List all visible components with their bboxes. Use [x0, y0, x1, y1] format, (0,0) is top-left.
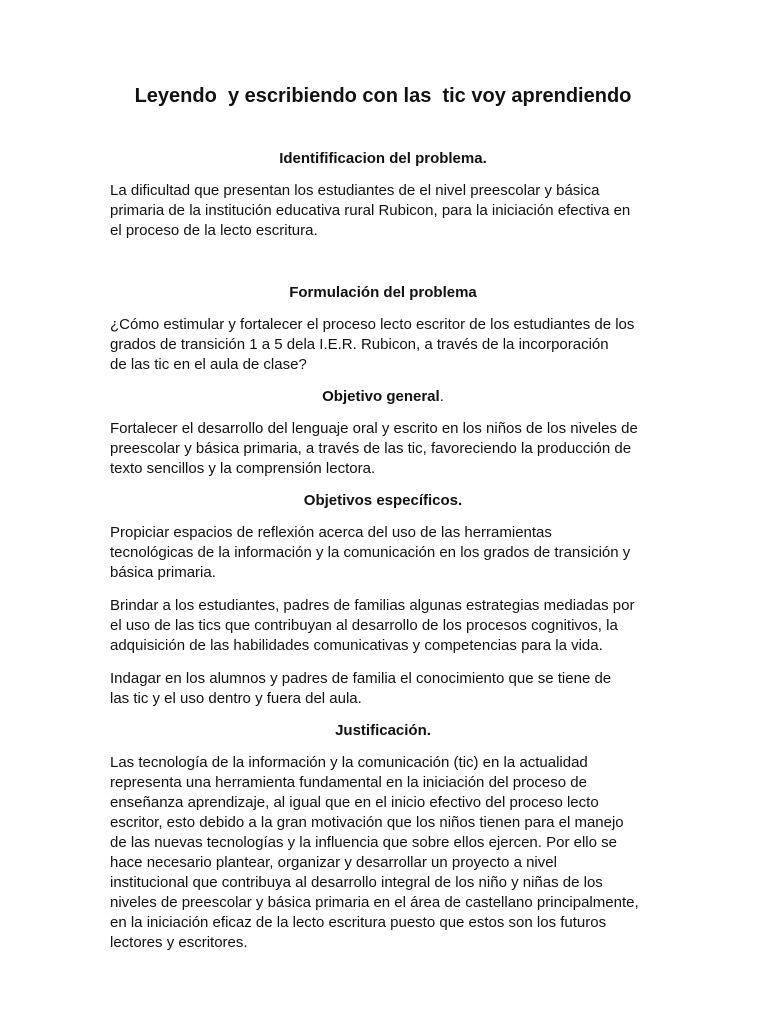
- section-heading-specific-objectives: Objetivos específicos.: [303, 492, 463, 509]
- paragraph-identification: La dificultad que presentan los estudiantes de el nivel preescolar y básica primaria de la institución educativa rural Rubicon, para la iniciación efectiva en el proceso de la lecto escritura.: [110, 182, 631, 239]
- document-title: Leyendo y escribiendo con las tic voy aprendiendo: [134, 85, 632, 107]
- section-heading-identification: Identifificacion del problema.: [279, 150, 487, 167]
- paragraph-justification: Las tecnología de la información y la comunicación (tic) en la actualidad representa una herramienta fundamental en la iniciación del proceso de enseñanza aprendizaje, al igual que en el inicio efectivo del proceso lecto escritor, esto debido a la gran motivación que los niños tienen para el manejo de las nuevas tecnologías y la influencia que sobre ellos ejercen. Por ello se hace necesario plantear, organizar y desarrollar un proyecto a nivel institucional que contribuya al desarrollo integral de los niño y niñas de los niveles de preescolar y básica primaria en el área de castellano principalmente, en la iniciación eficaz de la lecto escritura puesto que estos son los futuros lectores y escritores.: [110, 754, 639, 951]
- general-objective-heading-period: .: [439, 388, 444, 405]
- general-objective-heading-text: Objetivo general: [322, 388, 440, 405]
- section-specific-objectives: [110, 492, 656, 709]
- paragraph-specific-objective-3: Indagar en los alumnos y padres de familia el conocimiento que se tiene de las tic y el uso dentro y fuera del aula.: [110, 670, 612, 707]
- paragraph-formulation: ¿Cómo estimular y fortalecer el proceso lecto escritor de los estudiantes de los grados de transición 1 a 5 dela I.E.R. Rubicon, a través de la incorporación de las tic en el aula de clase?: [110, 316, 635, 373]
- section-heading-formulation: Formulación del problema: [289, 284, 477, 301]
- section-general-objective: [110, 388, 656, 479]
- paragraph-specific-objective-2: Brindar a los estudiantes, padres de familias algunas estrategias mediadas por el uso de las tics que contribuyan al desarrollo de los procesos cognitivos, la adquisición de las habilidades comunicativas y competencias para la vida.: [110, 597, 635, 654]
- section-justification: [110, 722, 656, 953]
- spacer: [110, 254, 656, 284]
- paragraph-specific-objective-1: Propiciar espacios de reflexión acerca del uso de las herramientas tecnológicas de la información y la comunicación en los grados de transición y básica primaria.: [110, 524, 631, 581]
- section-identification: [110, 150, 656, 241]
- section-formulation: [110, 284, 656, 375]
- section-heading-general-objective: [110, 388, 656, 406]
- paragraph-general-objective: Fortalecer el desarrollo del lenguaje oral y escrito en los niños de los niveles de preescolar y básica primaria, a través de las tic, favoreciendo la producción de texto sencillos y la comprensión lectora.: [110, 420, 638, 477]
- section-heading-justification: Justificación.: [335, 722, 431, 739]
